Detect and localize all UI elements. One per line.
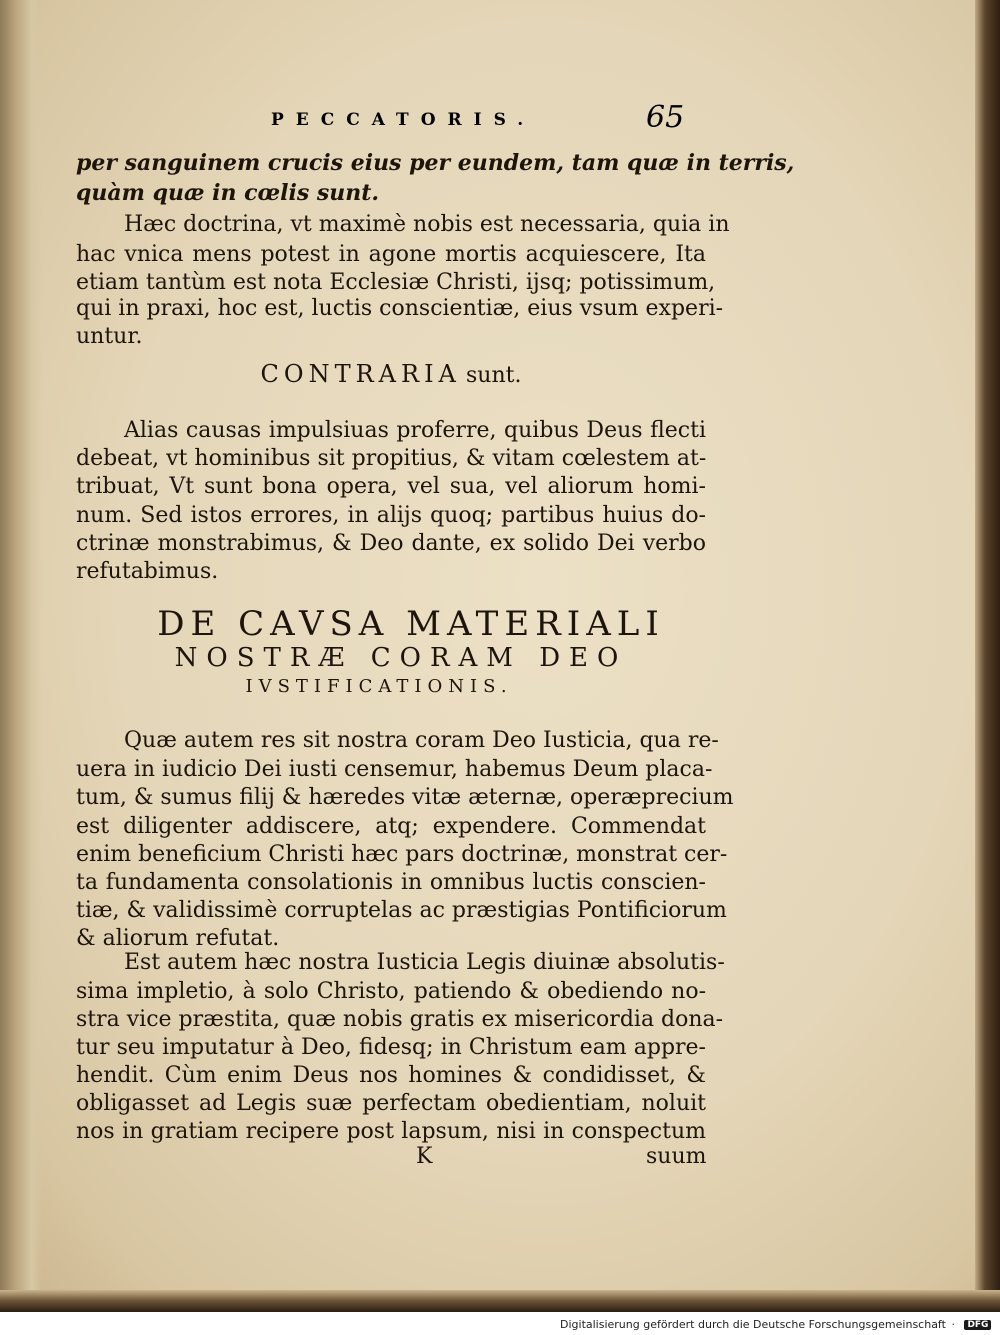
intro-line: per sanguinem crucis eius per eundem, tam quæ in terris, — [76, 150, 795, 176]
paragraph-line: debeat, vt hominibus sit propitius, & vitam cœlestem at- — [76, 446, 707, 471]
paragraph-line: refutabimus. — [76, 559, 219, 584]
contraria-heading-rest: sunt. — [465, 363, 522, 388]
paragraph-line: & aliorum refutat. — [76, 926, 280, 951]
paragraph-line: tiæ, & validissimè corruptelas ac præstigias Pontificiorum — [76, 898, 727, 923]
paragraph-line: sima impletio, à solo Christo, patiendo & obediendo no- — [76, 979, 706, 1004]
contraria-heading — [76, 360, 706, 388]
section-heading-line2: NOSTRÆ CORAM DEO — [174, 643, 628, 673]
paragraph-line: stra vice præstita, quæ nobis gratis ex misericordia dona- — [76, 1007, 724, 1032]
paragraph-line: tribuat, Vt sunt bona opera, vel sua, vel aliorum homi- — [76, 474, 706, 499]
paragraph-line: qui in praxi, hoc est, luctis conscientiæ, eius vsum experi- — [76, 296, 724, 321]
digitization-credit: Digitalisierung gefördert durch die Deutsche Forschungsgemeinschaft · DFG — [560, 1318, 991, 1331]
page-header — [76, 100, 706, 140]
paragraph-line: tur seu imputatur à Deo, fidesq; in Christum eam appre- — [76, 1035, 706, 1060]
paragraph-line: ta fundamenta consolationis in omnibus luctis conscien- — [76, 870, 706, 895]
running-head: PECCATORIS. — [271, 110, 536, 130]
section-heading-line3: IVSTIFICATIONIS. — [245, 676, 513, 697]
paragraph-line: num. Sed istos errores, in alijs quoq; partibus huius do- — [76, 503, 706, 528]
paragraph-line: est diligenter addiscere, atq; expendere. Commendat — [76, 814, 706, 839]
paragraph-line: ctrinæ monstrabimus, & Deo dante, ex solido Dei verbo — [76, 531, 706, 556]
contraria-heading-caps: CONTRARIA — [260, 360, 461, 388]
paragraph-line: obligasset ad Legis suæ perfectam obedientiam, noluit — [76, 1091, 706, 1116]
credit-text: Digitalisierung gefördert durch die Deutsche Forschungsgemeinschaft — [560, 1318, 946, 1331]
page-edge-bottom — [0, 1290, 1000, 1312]
catchword: suum — [646, 1144, 707, 1169]
signature-mark: K — [416, 1144, 433, 1169]
page-number: 65 — [646, 100, 685, 135]
paragraph-line: uera in iudicio Dei iusti censemur, habemus Deum placa- — [76, 757, 713, 782]
paragraph-line: Est autem hæc nostra Iusticia Legis diuinæ absolutis- — [124, 950, 725, 975]
paragraph-line: Hæc doctrina, vt maximè nobis est necessaria, quia in — [124, 212, 730, 237]
paragraph-line: Quæ autem res sit nostra coram Deo Iusticia, qua re- — [124, 728, 719, 753]
paragraph-line: untur. — [76, 324, 143, 349]
page-gutter-shadow — [0, 0, 42, 1300]
dfg-logo: DFG — [964, 1320, 991, 1330]
paragraph-line: hendit. Cùm enim Deus nos homines & condidisset, & — [76, 1063, 706, 1088]
intro-line: quàm quæ in cœlis sunt. — [76, 180, 380, 206]
paragraph-line: etiam tantùm est nota Ecclesiæ Christi, ijsq; potissimum, — [76, 270, 716, 295]
paragraph-line: tum, & sumus filij & hæredes vitæ æternæ, operæprecium — [76, 785, 734, 810]
paragraph-line: Alias causas impulsiuas proferre, quibus Deus flecti — [124, 418, 706, 443]
paragraph-line: enim beneficium Christi hæc pars doctrinæ, monstrat cer- — [76, 842, 728, 867]
paragraph-line: nos in gratiam recipere post lapsum, nisi in conspectum — [76, 1119, 706, 1144]
paragraph-line: hac vnica mens potest in agone mortis acquiescere, Ita — [76, 242, 706, 267]
page-edge-right — [975, 0, 1000, 1312]
section-heading-line1: DE CAVSA MATERIALI — [157, 604, 665, 644]
